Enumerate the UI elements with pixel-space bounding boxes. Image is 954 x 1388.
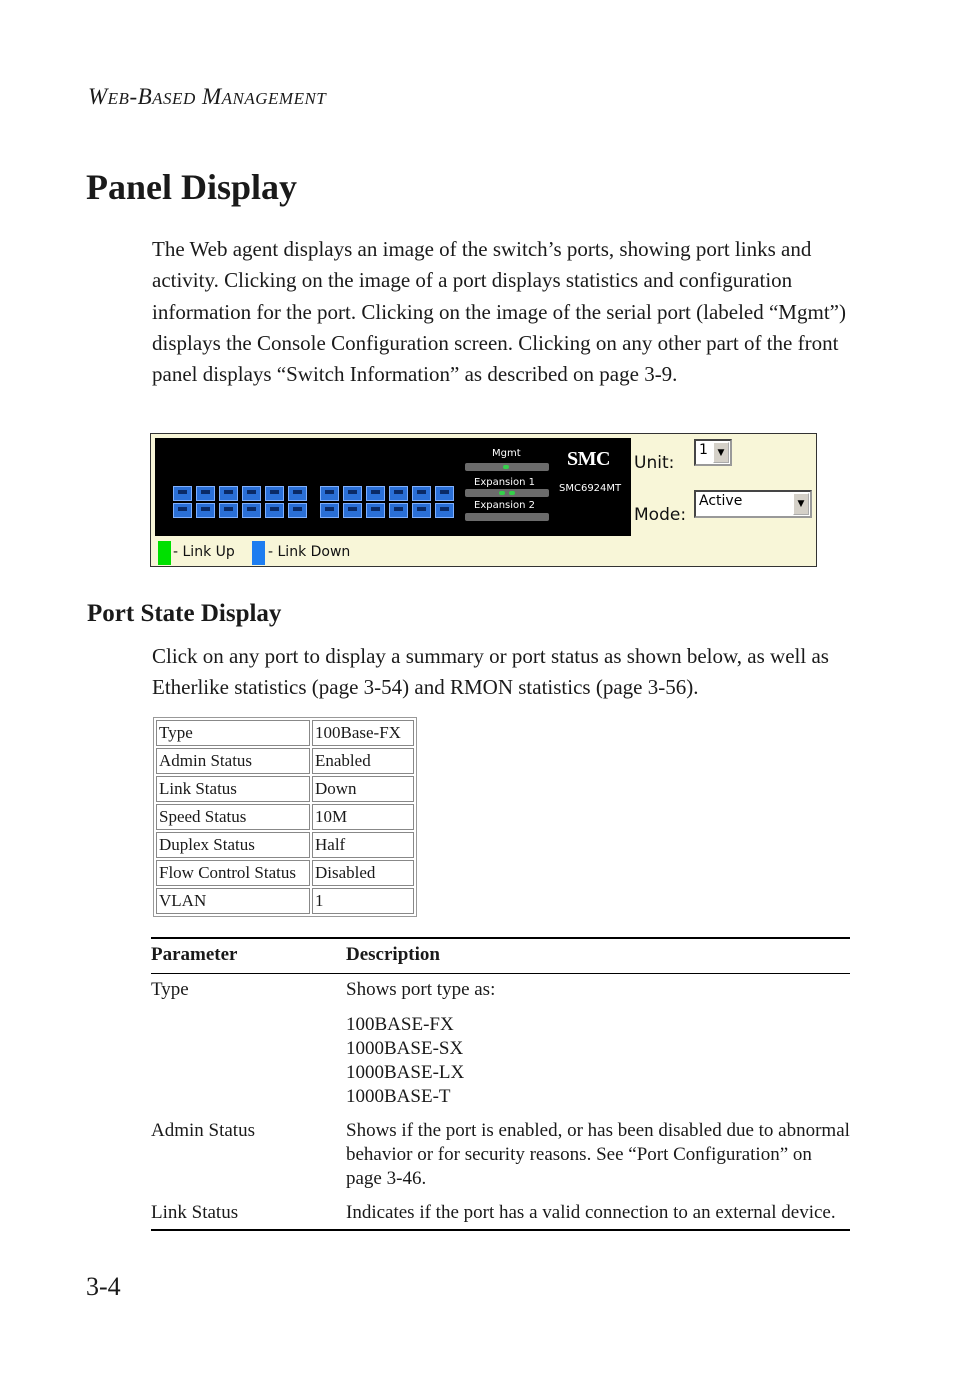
section-title: Panel Display (86, 167, 298, 207)
param-cell: Admin Status (151, 1120, 255, 1141)
table-row (156, 888, 414, 914)
switch-port[interactable] (389, 486, 408, 501)
switch-port[interactable] (288, 503, 307, 518)
mode-select[interactable] (694, 490, 812, 518)
desc-cell: Indicates if the port has a valid connection to an external device. (346, 1191, 850, 1230)
table-row (151, 974, 850, 1110)
switch-panel-figure (150, 433, 817, 567)
status-value: 100Base-FX (312, 720, 414, 746)
expansion1-led (509, 491, 515, 495)
mgmt-port[interactable] (465, 463, 549, 471)
running-head-part: -B (129, 84, 153, 109)
link-down-legend: - Link Down (268, 544, 351, 560)
desc-cell (346, 974, 850, 1110)
switch-port[interactable] (288, 486, 307, 501)
switch-port[interactable] (412, 486, 431, 501)
link-up-swatch (158, 541, 171, 565)
switch-port[interactable] (412, 503, 431, 518)
page-number: 3-4 (86, 1272, 121, 1301)
expansion2-label: Expansion 2 (474, 500, 536, 511)
table-row (156, 860, 414, 886)
status-value: Half (312, 832, 414, 858)
table-row (156, 804, 414, 830)
status-key: Speed Status (156, 804, 310, 830)
unit-select-value: 1 (699, 442, 708, 458)
status-key: Link Status (156, 776, 310, 802)
switch-port[interactable] (219, 503, 238, 518)
table-row (156, 832, 414, 858)
switch-port[interactable] (343, 486, 362, 501)
table-row (156, 720, 414, 746)
status-value: 10M (312, 804, 414, 830)
mode-select-value: Active (699, 493, 743, 509)
header-parameter: Parameter (151, 938, 346, 974)
switch-port[interactable] (265, 486, 284, 501)
switch-port[interactable] (173, 486, 192, 501)
desc-list-item: 1000BASE-SX (346, 1038, 464, 1059)
switch-port[interactable] (173, 503, 192, 518)
chevron-down-icon[interactable]: ▼ (793, 493, 809, 515)
switch-port[interactable] (320, 503, 339, 518)
chevron-down-icon[interactable]: ▼ (713, 442, 729, 463)
intro-paragraph: The Web agent displays an image of the switch’s ports, showing port links and activity. Clicking on the image of a port displays statistics and configuration information for the port. Clicking on the image of the serial port (labeled “Mgmt”) displays the Console Configuration screen. Clicking on any other part of the front panel displays “Switch Information” as described on page 3-9. (152, 237, 846, 387)
smc-logo: SMC (567, 448, 610, 470)
running-head-part: EB (107, 89, 130, 108)
status-key: Admin Status (156, 748, 310, 774)
expansion2-slot[interactable] (465, 513, 549, 521)
expansion1-slot[interactable] (465, 489, 549, 497)
link-down-swatch (252, 541, 265, 565)
param-cell: Link Status (151, 1191, 346, 1230)
header-description: Description (346, 938, 850, 974)
status-value: Enabled (312, 748, 414, 774)
status-value: 1 (312, 888, 414, 914)
switch-port[interactable] (196, 503, 215, 518)
expansion1-led (499, 491, 505, 495)
desc-cell: Shows if the port is enabled, or has been disabled due to abnormal behavior or for security reasons. See “Port Configuration” on page 3-46. (346, 1120, 850, 1189)
running-head-part: M (195, 84, 222, 109)
switch-port[interactable] (366, 486, 385, 501)
switch-port[interactable] (320, 486, 339, 501)
status-key: Flow Control Status (156, 860, 310, 886)
mgmt-label: Mgmt (492, 448, 521, 459)
mode-label: Mode: (634, 505, 687, 525)
switch-port[interactable] (435, 486, 454, 501)
running-head-part: ASED (152, 89, 196, 108)
status-value: Disabled (312, 860, 414, 886)
table-header-row (151, 938, 850, 974)
table-row (156, 776, 414, 802)
port-state-paragraph: Click on any port to display a summary or port status as shown below, as well as Etherlike statistics (page 3-54) and RMON statistics (page 3-56). (152, 644, 829, 700)
switch-port[interactable] (435, 503, 454, 518)
switch-port[interactable] (389, 503, 408, 518)
param-cell: Type (151, 979, 189, 1000)
table-row (151, 1191, 850, 1230)
switch-port[interactable] (265, 503, 284, 518)
table-row (156, 748, 414, 774)
expansion1-label: Expansion 1 (474, 477, 536, 488)
switch-port[interactable] (196, 486, 215, 501)
parameter-table (151, 937, 850, 1231)
switch-port[interactable] (219, 486, 238, 501)
status-key: Type (156, 720, 310, 746)
table-row (151, 1109, 850, 1191)
running-head (88, 84, 326, 110)
unit-label: Unit: (634, 453, 675, 473)
switch-port[interactable] (343, 503, 362, 518)
unit-select[interactable] (694, 439, 732, 466)
desc-list-item: 1000BASE-T (346, 1086, 451, 1107)
running-head-part: W (88, 84, 108, 109)
model-label: SMC6924MT (559, 483, 622, 494)
switch-port[interactable] (242, 486, 261, 501)
port-status-table (153, 717, 417, 917)
switch-port[interactable] (242, 503, 261, 518)
subsection-title: Port State Display (87, 600, 282, 627)
desc-text: Shows port type as: (346, 979, 496, 1000)
port-group-1 (173, 486, 309, 518)
desc-list-item: 100BASE-FX (346, 1014, 454, 1035)
status-key: VLAN (156, 888, 310, 914)
switch-port[interactable] (366, 503, 385, 518)
mgmt-led (503, 465, 509, 469)
status-value: Down (312, 776, 414, 802)
link-up-legend: - Link Up (173, 544, 235, 560)
status-key: Duplex Status (156, 832, 310, 858)
switch-front-panel[interactable] (155, 438, 631, 536)
running-head-part: ANAGEMENT (221, 89, 327, 108)
port-group-2 (320, 486, 456, 518)
desc-list-item: 1000BASE-LX (346, 1062, 465, 1083)
